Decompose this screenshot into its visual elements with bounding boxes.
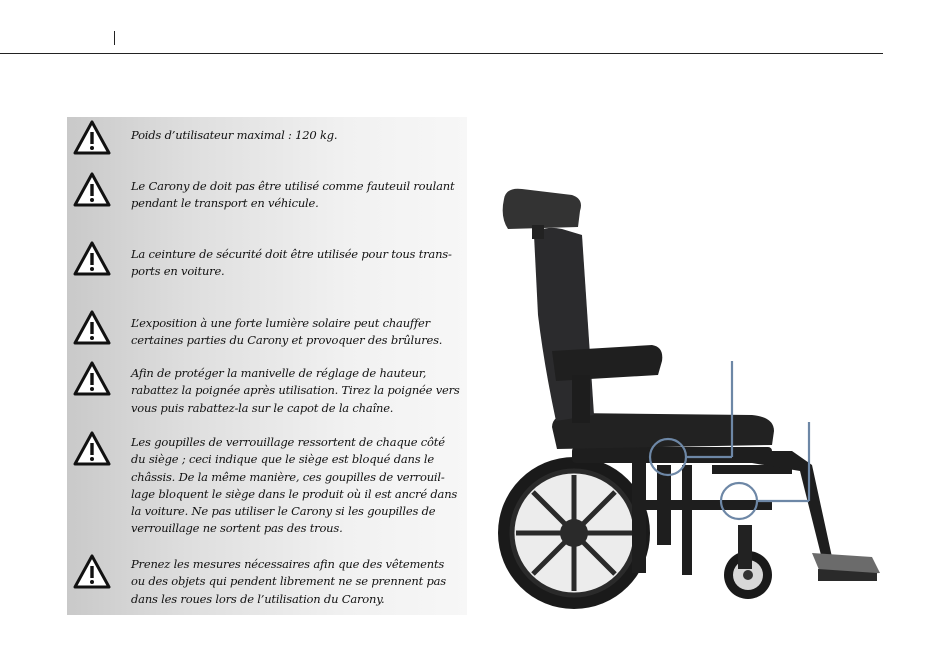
warning-text: Prenez les mesures nécessaires afin que des vêtements ou des objets qui pendent librement ne se prennent pas dans les roues lors de l’utilisation du Carony.: [131, 557, 447, 606]
warning-triangle-icon: [72, 240, 112, 278]
warning-text: Les goupilles de verrouillage ressortent de chaque côté du siège ; ceci indique que le siège est bloqué dans le châssis. De la même manière, ces goupilles de verrouil-lage bloquent le siège dans le produit où il est ancré dans la voiture. Ne pas utiliser le Carony si les goupilles de verrouillage ne sortent pas des trous.: [131, 435, 458, 536]
warning-triangle-icon: [72, 119, 112, 157]
wheelchair-photo: [482, 165, 902, 625]
warning-text: Poids d’utilisateur maximal : 120 kg.: [131, 128, 338, 142]
headrest: [503, 189, 581, 229]
footrest: [812, 553, 880, 581]
warning-triangle-icon: [72, 171, 112, 209]
rear-wheel: [498, 457, 650, 609]
header-tick: [114, 31, 115, 45]
warning-panel: [67, 117, 467, 615]
warning-text: Afin de protéger la manivelle de réglage de hauteur, rabattez la poignée après utilisation. Tirez la poignée vers vous puis rabattez-la sur le capot de la chaîne.: [131, 366, 460, 415]
warning-triangle-icon: [72, 360, 112, 398]
warning-triangle-icon: [72, 309, 112, 347]
warning-triangle-icon: [72, 553, 112, 591]
warning-text: Le Carony de doit pas être utilisé comme fauteuil roulant pendant le transport en véhicule.: [131, 179, 455, 211]
header-rule: [0, 53, 883, 54]
warning-triangle-icon: [72, 430, 112, 468]
armrest: [552, 345, 662, 381]
front-caster: [724, 525, 772, 599]
warning-text: L’exposition à une forte lumière solaire peut chauffer certaines parties du Carony et provoquer des brûlures.: [131, 316, 443, 348]
warning-text: La ceinture de sécurité doit être utilisée pour tous trans-ports en voiture.: [131, 247, 452, 279]
